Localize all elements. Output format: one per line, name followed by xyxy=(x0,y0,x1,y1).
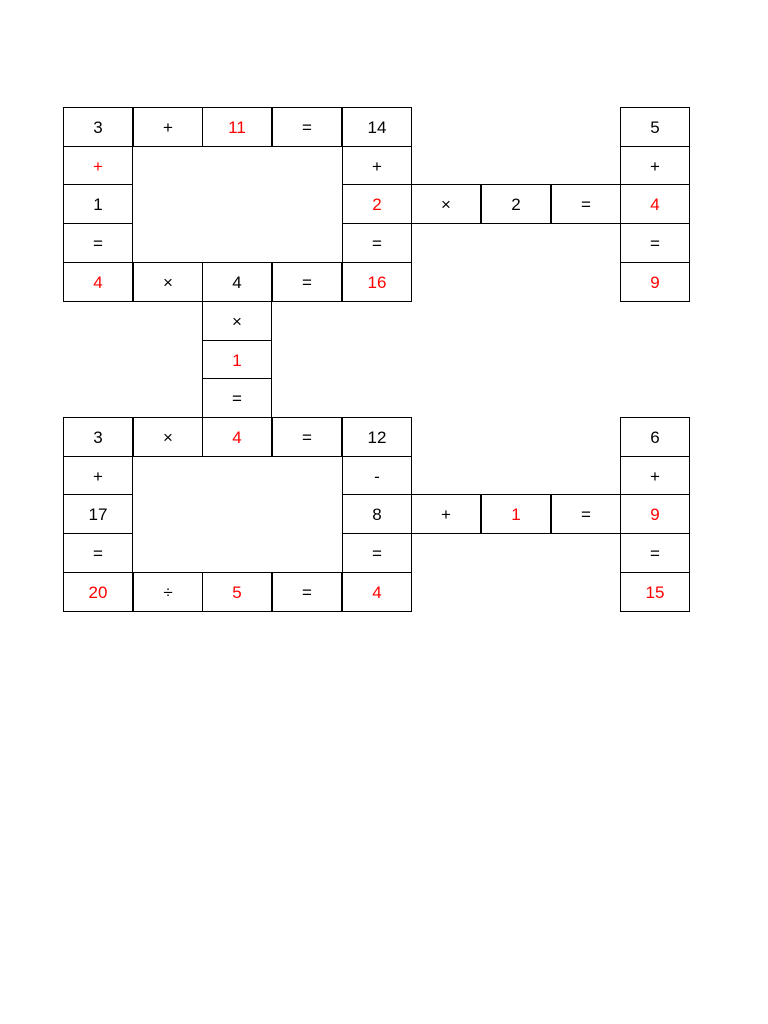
puzzle-cell-r2-c1[interactable]: + xyxy=(63,146,133,186)
puzzle-cell-r1-c9: 5 xyxy=(620,107,690,147)
puzzle-cell-r3-c1: 1 xyxy=(63,184,133,224)
puzzle-cell-r10-c1: + xyxy=(63,456,133,496)
puzzle-cell-r13-c3[interactable]: 5 xyxy=(202,572,272,612)
puzzle-cell-r11-c1: 17 xyxy=(63,494,133,534)
puzzle-cell-r12-c9: = xyxy=(620,533,690,573)
puzzle-cell-r9-c3[interactable]: 4 xyxy=(202,417,272,457)
puzzle-cell-r11-c7[interactable]: 1 xyxy=(481,494,551,534)
puzzle-cell-r9-c9: 6 xyxy=(620,417,690,457)
puzzle-cell-r10-c5: - xyxy=(342,456,412,496)
puzzle-cell-r9-c2: × xyxy=(133,417,203,457)
puzzle-cell-r12-c5: = xyxy=(342,533,412,573)
puzzle-cell-r4-c9: = xyxy=(620,223,690,263)
puzzle-cell-r5-c5[interactable]: 16 xyxy=(342,262,412,302)
puzzle-cell-r5-c4: = xyxy=(272,262,342,302)
puzzle-cell-r5-c2: × xyxy=(133,262,203,302)
puzzle-cell-r11-c8: = xyxy=(551,494,621,534)
puzzle-cell-r11-c9[interactable]: 9 xyxy=(620,494,690,534)
puzzle-cell-r13-c5[interactable]: 4 xyxy=(342,572,412,612)
puzzle-cell-r10-c9: + xyxy=(620,456,690,496)
puzzle-cell-r5-c3: 4 xyxy=(202,262,272,302)
puzzle-cell-r13-c1[interactable]: 20 xyxy=(63,572,133,612)
puzzle-cell-r7-c3[interactable]: 1 xyxy=(202,340,272,380)
puzzle-cell-r4-c5: = xyxy=(342,223,412,263)
puzzle-cell-r9-c5: 12 xyxy=(342,417,412,457)
puzzle-cell-r8-c3: = xyxy=(202,378,272,418)
puzzle-cell-r9-c4: = xyxy=(272,417,342,457)
puzzle-cell-r3-c5[interactable]: 2 xyxy=(342,184,412,224)
puzzle-cell-r12-c1: = xyxy=(63,533,133,573)
puzzle-cell-r13-c9[interactable]: 15 xyxy=(620,572,690,612)
puzzle-cell-r2-c9: + xyxy=(620,146,690,186)
puzzle-cell-r2-c5: + xyxy=(342,146,412,186)
puzzle-cell-r1-c2: + xyxy=(133,107,203,147)
puzzle-cell-r1-c3[interactable]: 11 xyxy=(202,107,272,147)
puzzle-cell-r3-c6: × xyxy=(411,184,481,224)
puzzle-cell-r4-c1: = xyxy=(63,223,133,263)
puzzle-cell-r3-c7: 2 xyxy=(481,184,551,224)
puzzle-cell-r1-c1: 3 xyxy=(63,107,133,147)
puzzle-cell-r11-c5: 8 xyxy=(342,494,412,534)
puzzle-cell-r13-c2: ÷ xyxy=(133,572,203,612)
puzzle-cell-r13-c4: = xyxy=(272,572,342,612)
puzzle-cell-r9-c1: 3 xyxy=(63,417,133,457)
puzzle-cell-r5-c1[interactable]: 4 xyxy=(63,262,133,302)
puzzle-cell-r3-c9[interactable]: 4 xyxy=(620,184,690,224)
puzzle-cell-r5-c9[interactable]: 9 xyxy=(620,262,690,302)
puzzle-cell-r11-c6: + xyxy=(411,494,481,534)
puzzle-cell-r3-c8: = xyxy=(551,184,621,224)
puzzle-cell-r1-c4: = xyxy=(272,107,342,147)
puzzle-cell-r6-c3: × xyxy=(202,301,272,341)
puzzle-cell-r1-c5: 14 xyxy=(342,107,412,147)
